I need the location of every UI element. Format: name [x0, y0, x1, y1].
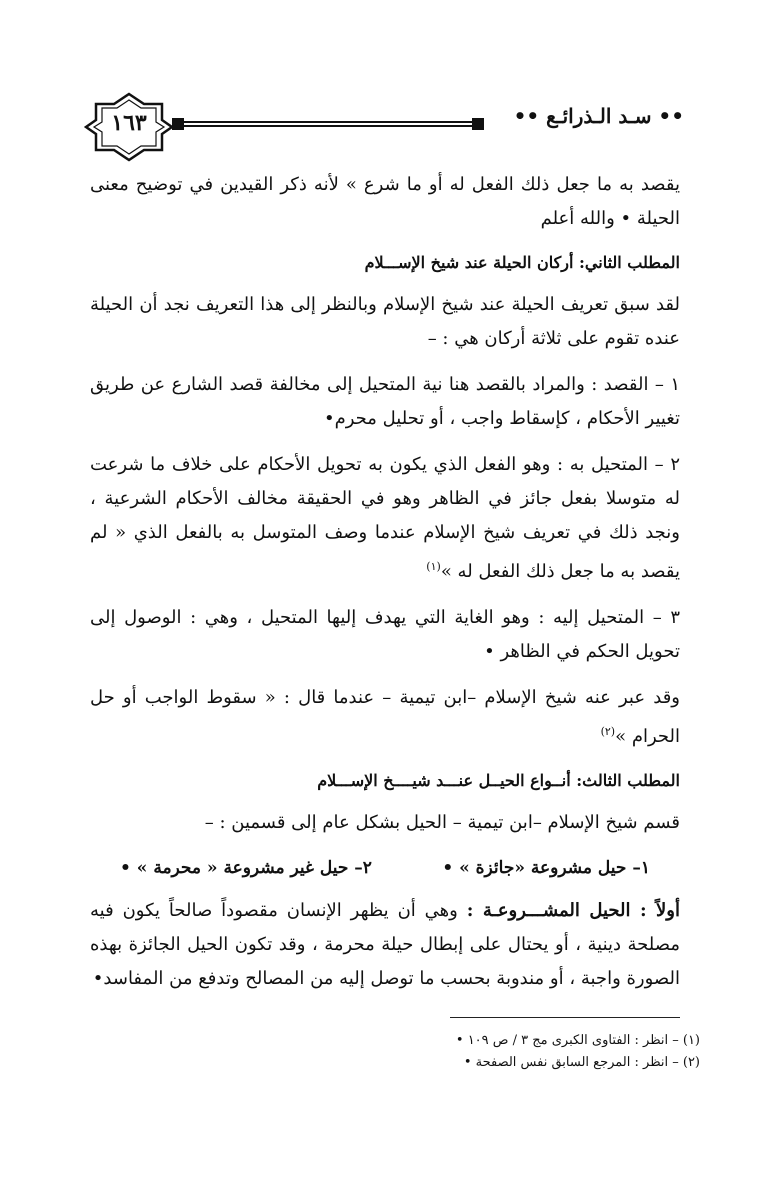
section-heading-3: المطلب الثالث: أنــواع الحيــل عنـــد شيــــخ الإســـلام	[317, 771, 680, 790]
pillar-3: ٣ – المتحيل إليه : وهو الغاية التي يهدف إليها المتحيل ، وهي : الوصول إلى تحويل الحكم في الظاهر •	[90, 607, 680, 662]
footnote-2: (٢) – انظر : المرجع السابق نفس الصفحة •	[463, 1055, 700, 1070]
pillar-1: ١ – القصد : والمراد بالقصد هنا نية المتحيل إلى مخالفة قصد الشارع عن طريق تغيير الأحكام ، كإسقاط واجب ، أو تحليل محرم•	[90, 374, 680, 429]
page-number: ١٦٣	[111, 110, 147, 136]
page-number-badge	[84, 92, 174, 162]
paragraph-4: قسم شيخ الإسلام –ابن تيمية – الحيل بشكل عام إلى قسمين : –	[204, 812, 680, 833]
paragraph-3-text: وقد عبر عنه شيخ الإسلام –ابن تيمية – عندما قال : « سقوط الواجب أو حل الحرام »	[90, 687, 680, 747]
pillar-2	[90, 448, 680, 589]
footnotes	[300, 1030, 700, 1074]
running-title: •• سـد الـذرائـع ••	[513, 104, 684, 128]
first-type-text: وهي أن يظهر الإنسان مقصوداً صالحاً يكون فيه مصلحة دينية ، أو يحتال على إبطال حيلة محرمة ، وقد تكون الحيل الجائزة بهذه الصورة واجبة ، أو مندوبة بحسب ما توصل إليه من المصالح وتدفع من المفاسد•	[90, 900, 680, 989]
page-header	[84, 92, 684, 162]
paragraph-5	[90, 894, 680, 996]
kind-1: ١– حيل مشروعة «جائزة » •	[442, 858, 650, 878]
paragraph-1: يقصد به ما جعل ذلك الفعل له أو ما شرع » لأنه ذكر القيدين في توضيح معنى الحيلة • والله أعلم	[90, 174, 680, 229]
footnote-1: (١) – انظر : الفتاوى الكبرى مج ٣ / ص ١٠٩ •	[455, 1033, 700, 1048]
footnote-ref-1: (١)	[426, 560, 441, 573]
paragraph-2: لقد سبق تعريف الحيلة عند شيخ الإسلام وبالنظر إلى هذا التعريف نجد أن الحيلة عنده تقوم على ثلاثة أركان هي : –	[90, 294, 680, 349]
header-rule-icon	[172, 115, 502, 135]
section-heading-2: المطلب الثاني: أركان الحيلة عند شيخ الإســـلام	[364, 253, 680, 272]
footnote-ref-2: (٢)	[600, 725, 616, 738]
footnote-divider	[450, 1017, 680, 1018]
kinds-list	[90, 852, 680, 884]
first-type-label: أولاً : الحيل المشـــروعـة :	[466, 900, 680, 921]
page-body	[90, 168, 680, 1008]
paragraph-3	[90, 681, 680, 754]
pillar-2-text: ٢ – المتحيل به : وهو الفعل الذي يكون به تحويل الأحكام على خلاف ما شرعت له متوسلا بفعل جائز في الظاهر وهو في الحقيقة مخالف الأحكام الشرعية ، ونجد ذلك في تعريف شيخ الإسلام عندما وصف المتوسل به بالفعل الذي « لم يقصد به ما جعل ذلك الفعل له »	[90, 454, 681, 582]
kind-2: ٢– حيل غير مشروعة « محرمة » •	[120, 858, 372, 878]
